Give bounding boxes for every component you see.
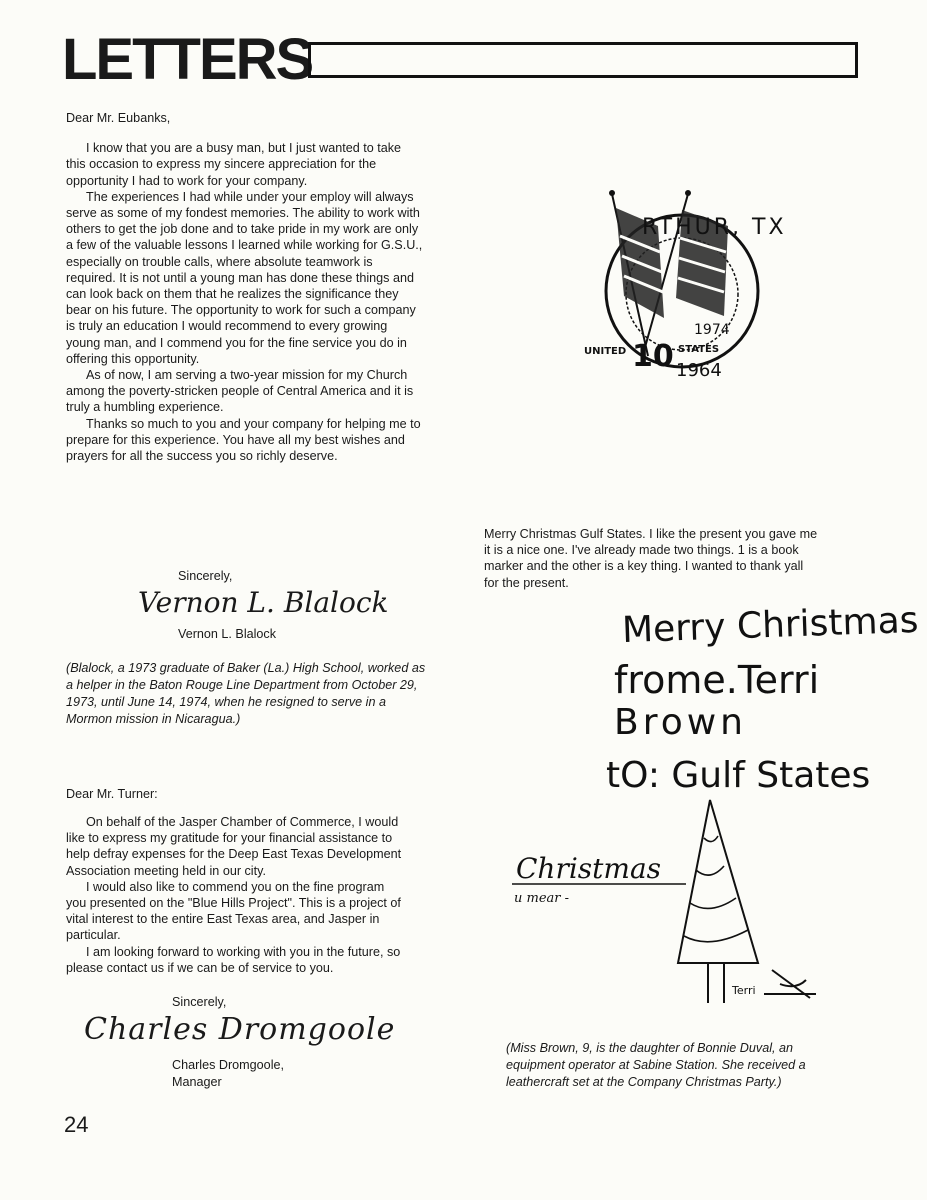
paragraph: As of now, I am serving a two-year mission for my Church among the poverty-stricken people of Central America and it is truly a humbling experience. [66,368,414,415]
paragraph: Thanks so much to you and your company for helping me to prepare for this experience. You have all my best wishes and prayers for all the success you so richly deserve. [66,416,421,464]
letter-dromgoole [66,814,406,976]
postmark-stamp [578,186,787,386]
postmark-city: RTHUR, TX [642,215,787,240]
signer-title: Manager [172,1075,222,1089]
handwritten-line: Brown [614,702,747,743]
signer-name: Charles Dromgoole, [172,1058,284,1072]
signature: Vernon L. Blalock [138,586,389,619]
tree-garland [684,836,748,942]
masthead [62,27,862,92]
tree-label: Christmas [516,852,662,885]
pole-finial [609,190,615,196]
pole-finial [685,190,691,196]
closing: Sincerely, [178,569,233,583]
paragraph: I know that you are a busy man, but I just wanted to take this occasion to express my sincere appreciation for the opportunity I had to work for your company. [66,141,402,188]
title-rule-box [308,42,858,78]
stamp-label-left: UNITED [584,346,627,357]
salutation: Dear Mr. Turner: [66,787,158,801]
signer-name: Vernon L. Blalock [178,627,277,641]
handwritten-line: frome.Terri [614,658,820,702]
editor-note: (Blalock, a 1973 graduate of Baker (La.) High School, worked as a helper in the Baton Rouge Line Department from October 29, 1973, until June 14, 1974, when he resigned to serve in a Mormon mission in Nicaragua.) [66,661,426,726]
tree-sublabel: u mear - [514,891,570,906]
closing: Sincerely, [172,995,227,1009]
child-letter-body: Merry Christmas Gulf States. I like the present you gave me it is a nice one. I've already made two things. 1 is a book marker and the other is a key thing. I wanted to thank yall for the present. [484,527,818,590]
signature: Charles Dromgoole [84,1012,396,1047]
child-caption: (Miss Brown, 9, is the daughter of Bonnie Duval, an equipment operator at Sabine Station. She received a leathercraft set at the Company Christmas Party.) [506,1041,806,1089]
handwritten-line: Merry Christmas [621,599,920,652]
christmas-tree-drawing [510,798,830,1008]
paragraph: I would also like to commend you on the fine program you presented on the "Blue Hills Project". This is a project of vital interest to the entire East Texas area, and Jasper in particular. [66,879,401,943]
page-number: 24 [64,1112,89,1137]
paragraph: The experiences I had while under your employ will always serve as some of my fondest memories. The ability to work with others to get the job done and to take pride in my work are only a few of the valuable lessons I learned while working for G.S.U., especially on trouble calls, where absolute teamwork is required. It is not until a young man has done these things and can look back on them that he realizes the significance they bear on his future. The opportunity to work for such a company is truly an education I would recommend to every growing young man, and I commend you for the fine service you do in offering this opportunity. [66,189,423,366]
tree-tag: Terri [732,984,756,997]
postmark-year: 1964 [676,360,722,381]
letter-blalock [66,110,424,464]
paragraph: I am looking forward to working with you in the future, so please contact us if we can be of service to you. [66,944,401,975]
handwritten-line: tO: Gulf States [606,755,871,796]
postmark-year: 1974 [694,322,730,338]
page-title: LETTERS [62,27,313,92]
stamp-denomination: 10 [632,339,674,374]
ornament-scribble [764,970,816,998]
stamp-label-right: STATES [678,344,720,355]
paragraph: On behalf of the Jasper Chamber of Commerce, I would like to express my gratitude for your financial assistance to help defray expenses for the Deep East Texas Development Association meeting held in our city. [66,815,402,878]
salutation: Dear Mr. Eubanks, [66,111,171,125]
